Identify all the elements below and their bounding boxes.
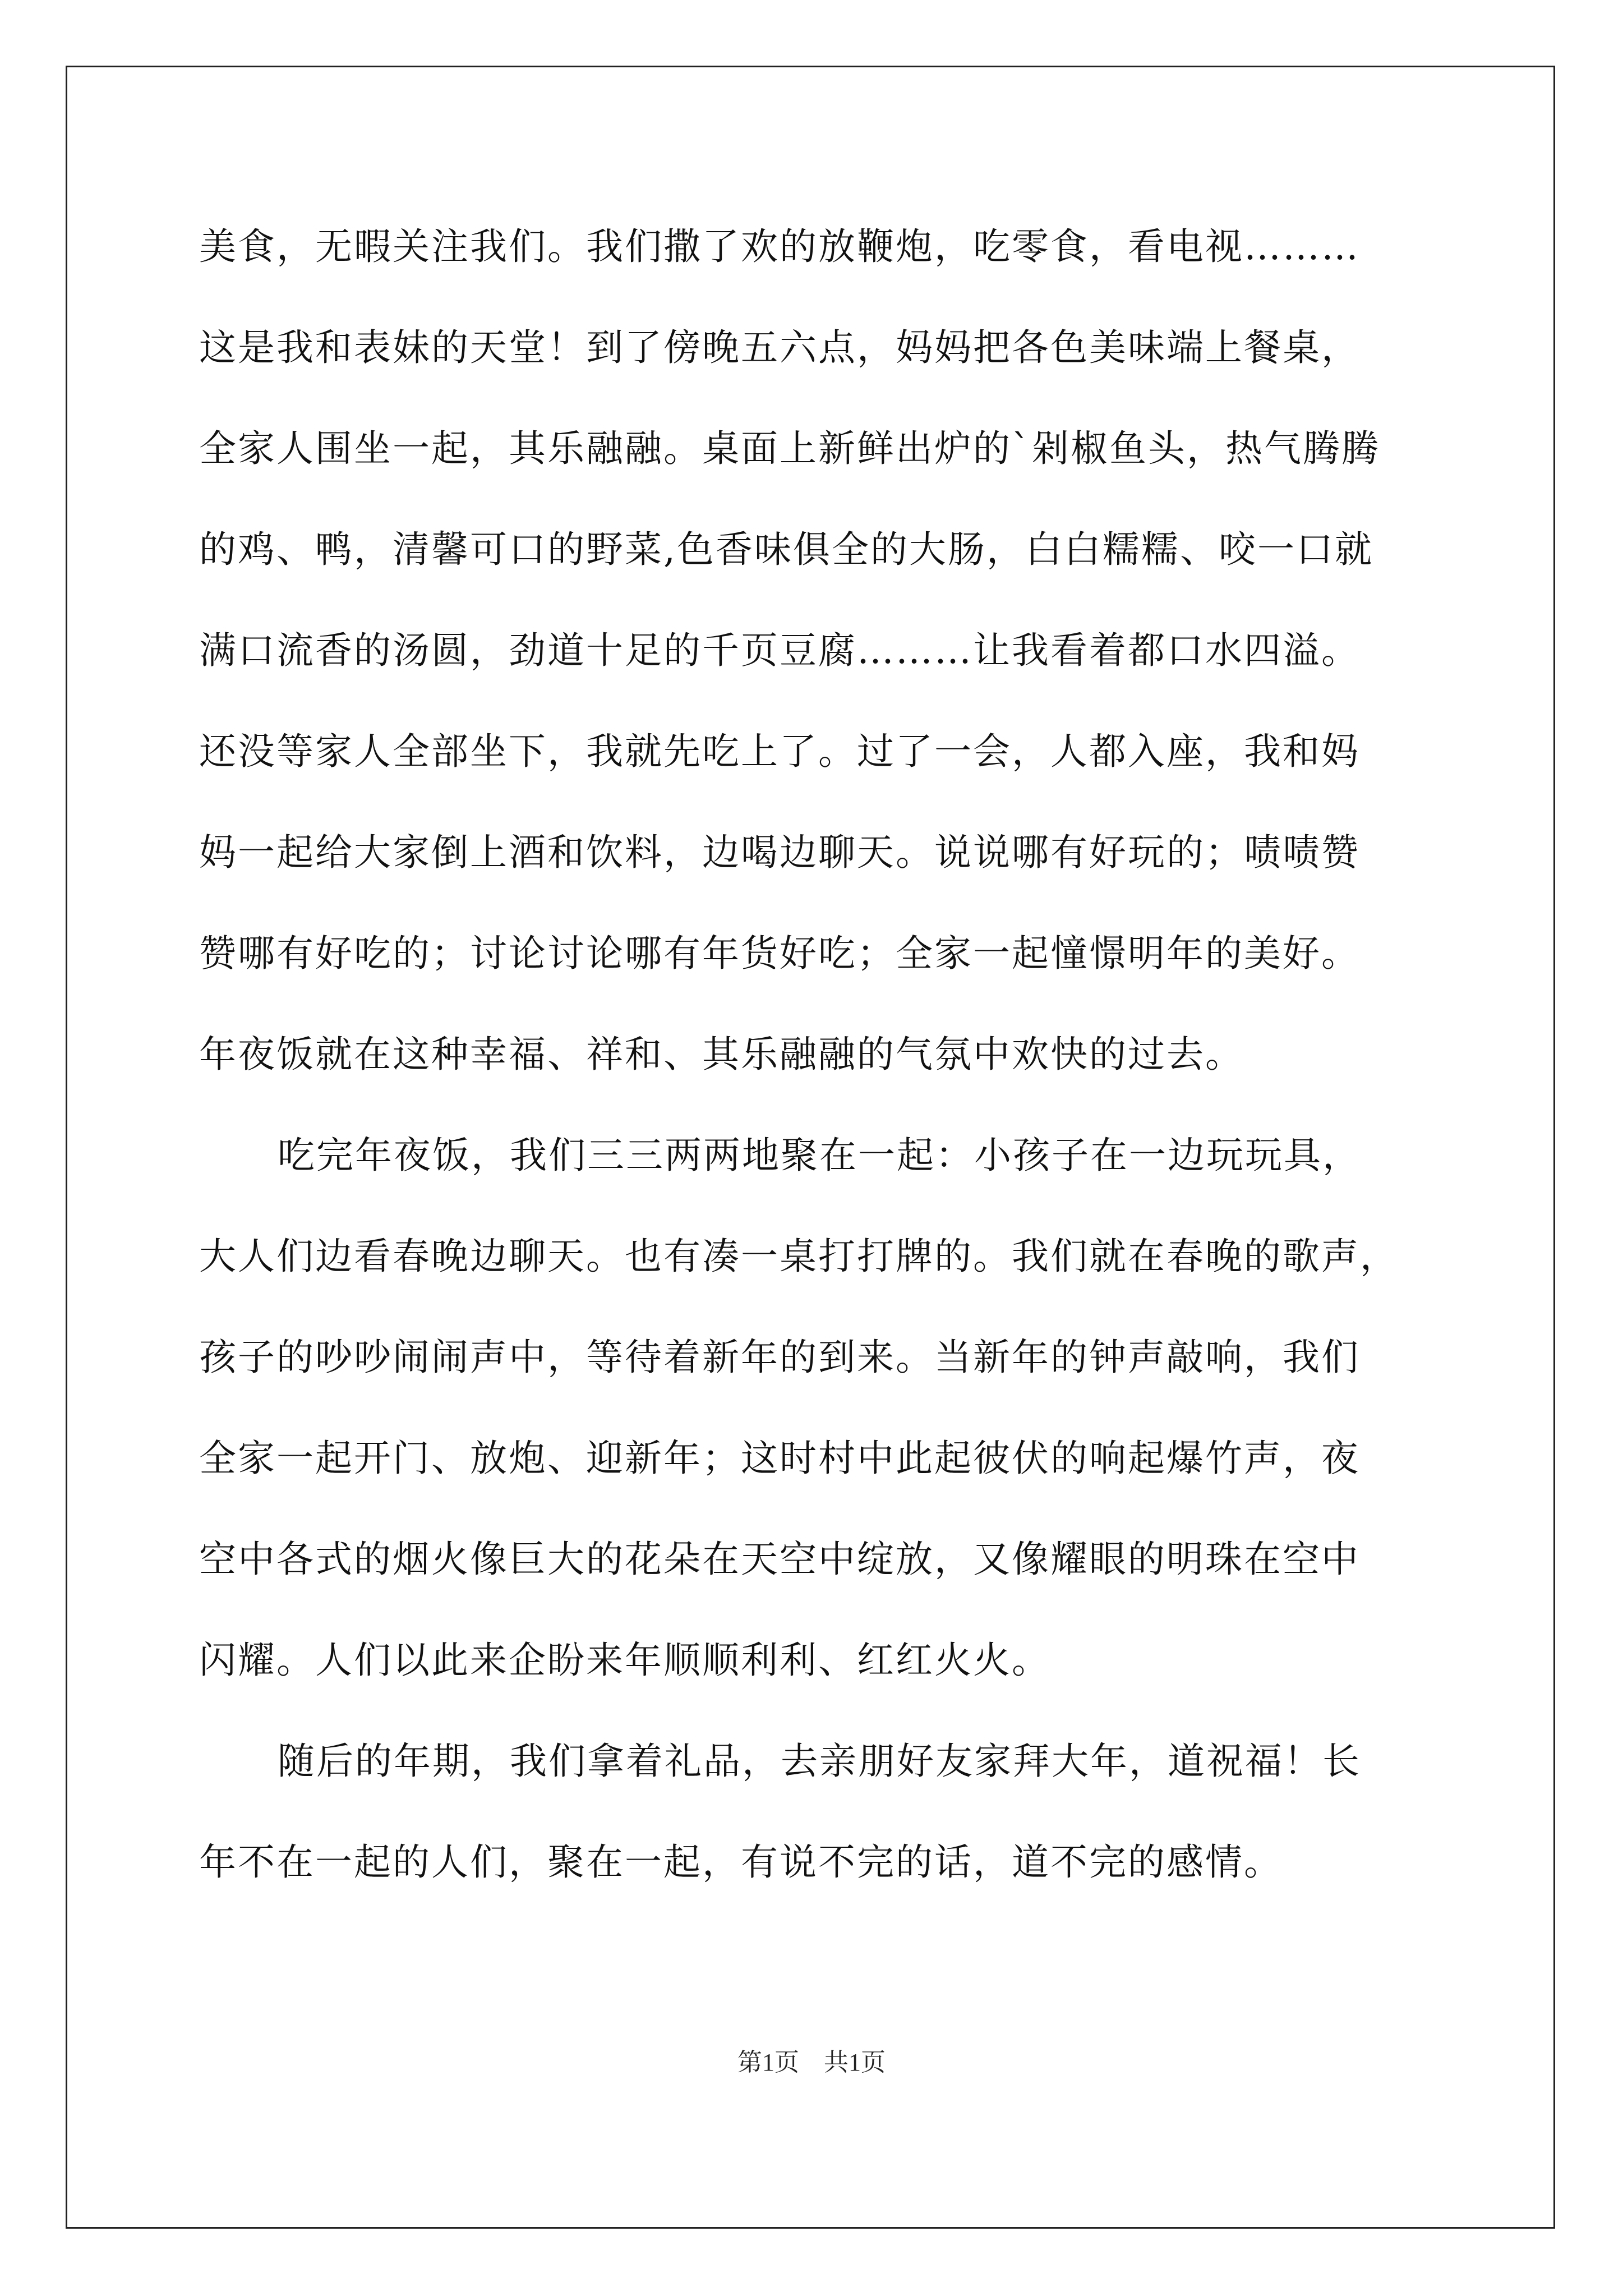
text-line: 满口流香的汤圆，劲道十足的千页豆腐………让我看着都口水四溢。 (199, 629, 1360, 672)
text-line: 赞哪有好吃的；讨论讨论哪有年货好吃；全家一起憧憬明年的美好。 (199, 932, 1360, 975)
paragraph-start-line: 随后的年期，我们拿着礼品，去亲朋好友家拜大年，道祝福！长 (278, 1740, 1361, 1783)
text-line: 全家一起开门、放炮、迎新年；这时村中此起彼伏的响起爆竹声，夜 (199, 1437, 1360, 1480)
text-line: 还没等家人全部坐下，我就先吃上了。过了一会，人都入座，我和妈 (199, 730, 1360, 773)
text-line: 孩子的吵吵闹闹声中，等待着新年的到来。当新年的钟声敲响，我们 (199, 1336, 1360, 1379)
text-line: 妈一起给大家倒上酒和饮料，边喝边聊天。说说哪有好玩的；啧啧赞 (199, 831, 1360, 874)
text-line: 空中各式的烟火像巨大的花朵在天空中绽放，又像耀眼的明珠在空中 (199, 1538, 1360, 1581)
text-line: 年不在一起的人们，聚在一起，有说不完的话，道不完的感情。 (199, 1841, 1283, 1884)
text-line: 闪耀。人们以此来企盼来年顺顺利利、红红火火。 (199, 1639, 1050, 1682)
paragraph-start-line: 吃完年夜饭，我们三三两两地聚在一起：小孩子在一边玩玩具， (278, 1134, 1361, 1177)
text-line: 大人们边看春晚边聊天。也有凑一桌打打牌的。我们就在春晚的歌声， (199, 1235, 1399, 1278)
text-line: 全家人围坐一起，其乐融融。桌面上新鲜出炉的`剁椒鱼头，热气腾腾 (199, 427, 1380, 470)
text-line: 这是我和表妹的天堂！到了傍晚五六点，妈妈把各色美味端上餐桌， (199, 326, 1360, 369)
document-body (199, 213, 1438, 1930)
page-number-footer: 第1页 共1页 (737, 2049, 886, 2076)
text-line: 美食，无暇关注我们。我们撒了欢的放鞭炮，吃零食，看电视……… (199, 225, 1360, 268)
text-line: 的鸡、鸭，清馨可口的野菜,色香味俱全的大肠，白白糯糯、咬一口就 (199, 528, 1373, 571)
text-line: 年夜饭就在这种幸福、祥和、其乐融融的气氛中欢快的过去。 (199, 1033, 1244, 1076)
